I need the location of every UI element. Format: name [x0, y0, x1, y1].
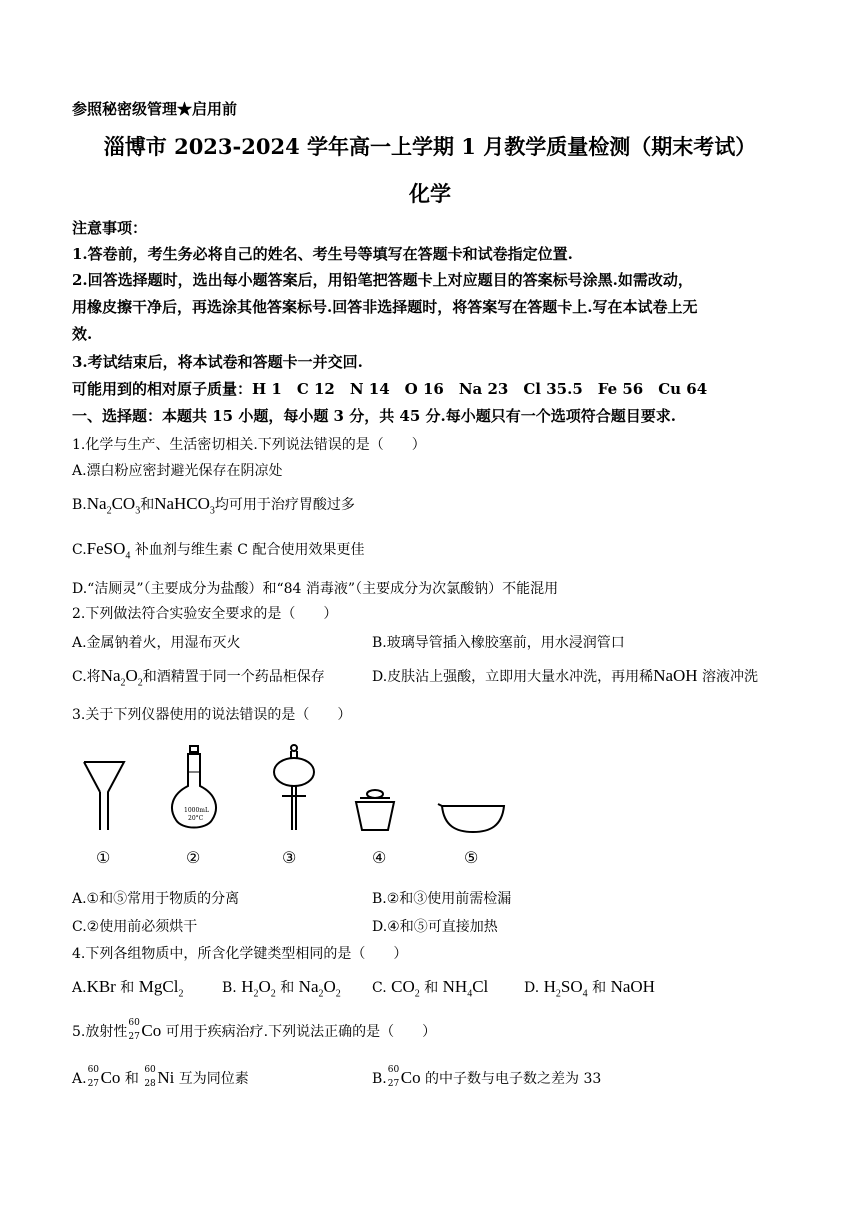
- apparatus-label-5: ⑤: [464, 848, 479, 867]
- q3-option-c: C.②使用前必须烘干: [72, 919, 198, 935]
- exam-title: 淄博市 2023-2024 学年高一上学期 1 月教学质量检测（期末考试）: [103, 134, 757, 159]
- apparatus-label-2: ②: [186, 848, 201, 867]
- q2-option-b: B.玻璃导管插入橡胶塞前，用水浸润管口: [372, 635, 625, 651]
- q2-option-d: D.皮肤沾上强酸，立即用大量水冲洗，再用稀NaOH 溶液冲洗: [372, 666, 759, 685]
- notes-heading: 注意事项：: [72, 219, 148, 237]
- svg-text:20°C: 20°C: [188, 815, 204, 822]
- q2-stem: 2.下列做法符合实验安全要求的是（ ）: [72, 606, 338, 622]
- note-1: 1.答卷前，考生务必将自己的姓名、考生号等填写在答题卡和试卷指定位置.: [72, 245, 573, 263]
- q3-option-a: A.①和⑤常用于物质的分离: [72, 891, 240, 907]
- section-heading: 一、选择题：本题共 15 小题，每小题 3 分，共 45 分.每小题只有一个选项符合题目要求.: [72, 407, 676, 425]
- separatory-funnel-icon: [274, 745, 314, 830]
- q1-stem: 1.化学与生产、生活密切相关.下列说法错误的是（ ）: [72, 437, 426, 453]
- note-2-line-2: 用橡皮擦干净后，再选涂其他答案标号.回答非选择题时，将答案写在答题卡上.写在本试卷上无: [72, 298, 698, 316]
- q1-option-d: D.“洁厕灵”（主要成分为盐酸）和“84 消毒液”（主要成分为次氯酸钠）不能混用: [72, 581, 559, 597]
- volumetric-flask-icon: [172, 746, 216, 828]
- q2-option-a: A.金属钠着火，用湿布灭火: [72, 635, 241, 651]
- q4-option-c: C. $CO_2$ 和 $NH_4Cl$: [372, 977, 489, 1000]
- crucible-icon: [356, 790, 394, 830]
- evaporating-dish-icon: [438, 804, 504, 832]
- q1-option-a: A.漂白粉应密封避光保存在阴凉处: [72, 463, 283, 479]
- apparatus-label-1: ①: [96, 848, 111, 867]
- q4-stem: 4.下列各组物质中，所含化学键类型相同的是（ ）: [72, 946, 408, 962]
- q2-option-c: C.将$Na_2O_2$和酒精置于同一个药品柜保存: [72, 666, 325, 689]
- q5-option-b: B. 60 27 Co 的中子数与电子数之差为 33: [372, 1065, 602, 1089]
- apparatus-figure: [80, 742, 520, 838]
- q3-option-b: B.②和③使用前需检漏: [372, 891, 512, 907]
- svg-text:1000mL: 1000mL: [184, 807, 209, 814]
- atomic-masses: 可能用到的相对原子质量：H 1 C 12 N 14 O 16 Na 23 Cl 35.5 Fe 56 Cu 64: [72, 380, 708, 398]
- q3-option-d: D.④和⑤可直接加热: [372, 919, 498, 935]
- apparatus-label-3: ③: [282, 848, 297, 867]
- q5-option-a: A. 60 27 Co 和 60 28 Ni 互为同位素: [72, 1065, 249, 1089]
- q1-option-b: $B.Na_2CO_3$和NaHCO$_3$均可用于治疗胃酸过多: [72, 494, 355, 517]
- note-2-line-1: 2.回答选择题时，选出每小题答案后，用铅笔把答题卡上对应题目的答案标号涂黑.如需改动，: [72, 271, 693, 289]
- q5-stem: 5.放射性 60 27 Co 可用于疾病治疗.下列说法正确的是（ ）: [72, 1018, 437, 1042]
- q1-option-c: C.FeSO$_4$ 补血剂与维生素 C 配合使用效果更佳: [72, 539, 365, 562]
- q3-stem: 3.关于下列仪器使用的说法错误的是（ ）: [72, 707, 352, 723]
- funnel-icon: [84, 762, 124, 830]
- q4-option-d: D. $H_2SO_4$ 和 NaOH: [524, 977, 655, 1000]
- q4-option-b: B. $H_2O_2$ 和 $Na_2O_2$: [222, 977, 341, 1000]
- note-2-line-3: 效.: [72, 325, 93, 343]
- q4-option-a: A.KBr 和 MgCl$_2$: [72, 977, 184, 1000]
- apparatus-label-4: ④: [372, 848, 387, 867]
- subject-title: 化学: [409, 181, 451, 206]
- secret-label: 参照秘密级管理★启用前: [72, 100, 238, 118]
- note-3: 3.考试结束后，将本试卷和答题卡一并交回.: [72, 353, 363, 371]
